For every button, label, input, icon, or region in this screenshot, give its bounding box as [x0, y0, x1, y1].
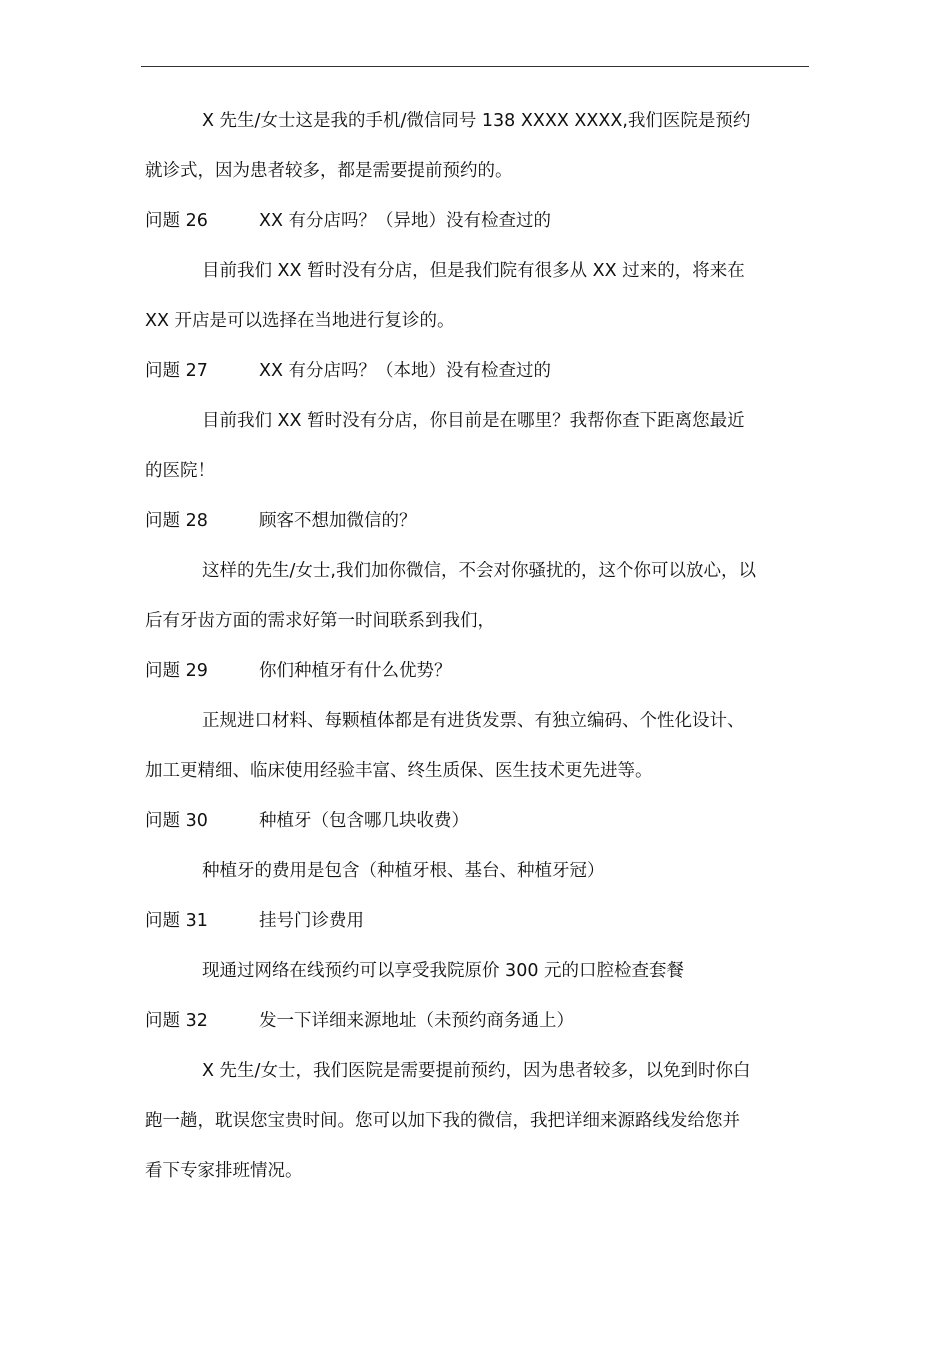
text-line: 目前我们 XX 暂时没有分店，你目前是在哪里？我帮你查下距离您最近	[202, 411, 745, 431]
answer-paragraph	[145, 946, 809, 996]
answer-paragraph	[145, 96, 809, 196]
answer-paragraph	[145, 1046, 809, 1196]
question-text: 种植牙（包含哪几块收费）	[259, 811, 469, 831]
question-heading	[145, 196, 809, 246]
question-heading	[145, 796, 809, 846]
header-rule	[141, 66, 809, 67]
question-heading	[145, 646, 809, 696]
document-body	[145, 96, 809, 1196]
question-number: 问题 26	[145, 211, 208, 231]
answer-paragraph	[145, 696, 809, 796]
text-line: XX 开店是可以选择在当地进行复诊的。	[145, 311, 455, 331]
text-line: 跑一趟，耽误您宝贵时间。您可以加下我的微信，我把详细来源路线发给您并	[145, 1111, 740, 1131]
question-heading	[145, 896, 809, 946]
question-text: XX 有分店吗？（本地）没有检查过的	[259, 361, 552, 381]
text-line: X 先生/女士这是我的手机/微信同号 138 XXXX XXXX,我们医院是预约	[202, 111, 751, 131]
question-number: 问题 28	[145, 511, 208, 531]
answer-paragraph	[145, 396, 809, 496]
text-line: 正规进口材料、每颗植体都是有进货发票、有独立编码、个性化设计、	[202, 711, 745, 731]
text-line: 就诊式，因为患者较多，都是需要提前预约的。	[145, 161, 513, 181]
question-heading	[145, 496, 809, 546]
question-heading	[145, 346, 809, 396]
question-text: 顾客不想加微信的？	[259, 511, 417, 531]
question-text: XX 有分店吗？（异地）没有检查过的	[259, 211, 552, 231]
question-number: 问题 29	[145, 661, 208, 681]
text-line: 加工更精细、临床使用经验丰富、终生质保、医生技术更先进等。	[145, 761, 653, 781]
answer-paragraph	[145, 246, 809, 346]
text-line: 这样的先生/女士,我们加你微信，不会对你骚扰的，这个你可以放心，以	[202, 561, 756, 581]
text-line: 的医院！	[145, 461, 215, 481]
text-line: 种植牙的费用是包含（种植牙根、基台、种植牙冠）	[202, 861, 605, 881]
question-number: 问题 32	[145, 1011, 208, 1031]
question-number: 问题 27	[145, 361, 208, 381]
answer-paragraph	[145, 546, 809, 646]
text-line: 后有牙齿方面的需求好第一时间联系到我们，	[145, 611, 495, 631]
question-heading	[145, 996, 809, 1046]
text-line: 目前我们 XX 暂时没有分店，但是我们院有很多从 XX 过来的，将来在	[202, 261, 745, 281]
answer-paragraph	[145, 846, 809, 896]
text-line: 看下专家排班情况。	[145, 1161, 303, 1181]
question-text: 发一下详细来源地址（未预约商务通上）	[259, 1011, 574, 1031]
question-text: 你们种植牙有什么优势？	[259, 661, 452, 681]
text-line: 现通过网络在线预约可以享受我院原价 300 元的口腔检查套餐	[202, 961, 685, 981]
text-line: X 先生/女士，我们医院是需要提前预约，因为患者较多，以免到时你白	[202, 1061, 751, 1081]
question-number: 问题 30	[145, 811, 208, 831]
question-number: 问题 31	[145, 911, 208, 931]
question-text: 挂号门诊费用	[259, 911, 364, 931]
